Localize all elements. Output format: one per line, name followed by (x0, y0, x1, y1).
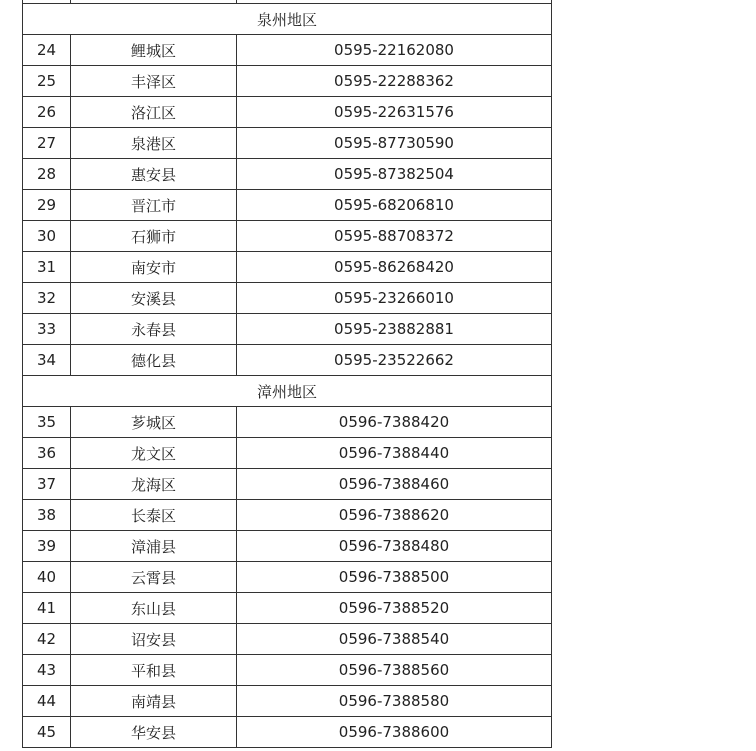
number-cell: 28 (23, 159, 71, 190)
table-row (23, 624, 552, 655)
number-cell: 29 (23, 190, 71, 221)
number-cell: 37 (23, 469, 71, 500)
table-row (23, 655, 552, 686)
table-row (23, 686, 552, 717)
district-cell: 鲤城区 (71, 35, 237, 66)
number-cell: 41 (23, 593, 71, 624)
number-cell: 40 (23, 562, 71, 593)
district-cell: 德化县 (71, 345, 237, 376)
district-cell: 华安县 (71, 717, 237, 748)
table-row (23, 345, 552, 376)
table-row (23, 66, 552, 97)
district-cell: 长泰区 (71, 500, 237, 531)
table-row (23, 438, 552, 469)
table-row (23, 221, 552, 252)
district-cell: 南安市 (71, 252, 237, 283)
phone-cell: 0596-7388540 (237, 624, 552, 655)
table-row (23, 35, 552, 66)
phone-cell: 0595-23266010 (237, 283, 552, 314)
table-row (23, 407, 552, 438)
phone-cell: 0596-7388600 (237, 717, 552, 748)
district-cell: 泉港区 (71, 128, 237, 159)
table-row (23, 128, 552, 159)
phone-cell: 0595-87730590 (237, 128, 552, 159)
district-cell: 东山县 (71, 593, 237, 624)
number-cell: 42 (23, 624, 71, 655)
phone-cell: 0596-7388440 (237, 438, 552, 469)
table-row (23, 252, 552, 283)
region-header-row (23, 4, 552, 35)
table-row (23, 717, 552, 748)
district-cell: 安溪县 (71, 283, 237, 314)
table-body (23, 0, 552, 748)
table-row (23, 593, 552, 624)
table-row (23, 314, 552, 345)
district-cell: 丰泽区 (71, 66, 237, 97)
phone-cell: 0596-7388480 (237, 531, 552, 562)
number-cell: 27 (23, 128, 71, 159)
phone-cell: 0596-7388420 (237, 407, 552, 438)
number-cell: 45 (23, 717, 71, 748)
phone-cell: 0595-22162080 (237, 35, 552, 66)
number-cell: 24 (23, 35, 71, 66)
number-cell: 35 (23, 407, 71, 438)
phone-cell: 0595-23882881 (237, 314, 552, 345)
district-cell: 惠安县 (71, 159, 237, 190)
district-cell: 云霄县 (71, 562, 237, 593)
phone-cell: 0596-7388620 (237, 500, 552, 531)
phone-cell: 0596-7388460 (237, 469, 552, 500)
table-row (23, 500, 552, 531)
district-cell: 晋江市 (71, 190, 237, 221)
number-cell: 43 (23, 655, 71, 686)
district-cell: 洛江区 (71, 97, 237, 128)
number-cell: 39 (23, 531, 71, 562)
number-cell: 44 (23, 686, 71, 717)
number-cell: 33 (23, 314, 71, 345)
district-cell: 永春县 (71, 314, 237, 345)
district-cell: 芗城区 (71, 407, 237, 438)
region-header: 漳州地区 (23, 376, 552, 407)
phone-cell: 0595-68206810 (237, 190, 552, 221)
phone-cell: 0596-7388560 (237, 655, 552, 686)
district-cell: 南靖县 (71, 686, 237, 717)
district-cell: 平和县 (71, 655, 237, 686)
phone-cell: 0596-7388580 (237, 686, 552, 717)
number-cell: 30 (23, 221, 71, 252)
district-cell: 漳浦县 (71, 531, 237, 562)
phone-cell: 0595-86268420 (237, 252, 552, 283)
district-cell: 诏安县 (71, 624, 237, 655)
phone-cell: 0595-22631576 (237, 97, 552, 128)
table-row (23, 190, 552, 221)
phone-cell: 0595-88708372 (237, 221, 552, 252)
number-cell: 25 (23, 66, 71, 97)
contact-table (22, 0, 552, 748)
district-cell: 龙海区 (71, 469, 237, 500)
table-row (23, 283, 552, 314)
phone-cell: 0596-7388500 (237, 562, 552, 593)
table-row (23, 97, 552, 128)
phone-cell: 0595-87382504 (237, 159, 552, 190)
number-cell: 38 (23, 500, 71, 531)
table-row (23, 562, 552, 593)
district-cell: 龙文区 (71, 438, 237, 469)
district-cell: 石狮市 (71, 221, 237, 252)
table-row (23, 469, 552, 500)
table-row (23, 159, 552, 190)
region-header: 泉州地区 (23, 4, 552, 35)
region-header-row (23, 376, 552, 407)
number-cell: 31 (23, 252, 71, 283)
number-cell: 32 (23, 283, 71, 314)
phone-cell: 0596-7388520 (237, 593, 552, 624)
phone-cell: 0595-22288362 (237, 66, 552, 97)
phone-cell: 0595-23522662 (237, 345, 552, 376)
table-row (23, 531, 552, 562)
number-cell: 36 (23, 438, 71, 469)
number-cell: 26 (23, 97, 71, 128)
number-cell: 34 (23, 345, 71, 376)
